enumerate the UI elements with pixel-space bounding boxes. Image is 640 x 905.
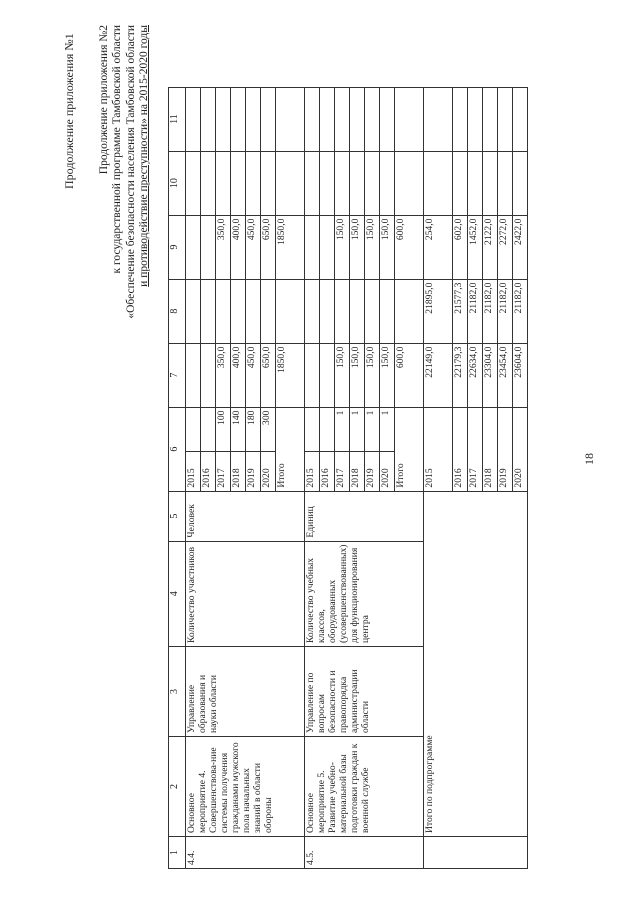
empty-cell — [186, 151, 201, 215]
amount-cell — [305, 215, 320, 279]
amount-cell: 22179,3 — [453, 343, 468, 407]
empty-cell — [380, 151, 395, 215]
amount-cell — [216, 279, 231, 343]
indicator-value — [186, 407, 201, 451]
measures-table — [168, 87, 528, 869]
year-cell: 2016 — [320, 451, 335, 491]
indicator: Количество участников — [186, 541, 305, 646]
indicator-value: 1 — [380, 407, 395, 451]
amount-cell — [320, 279, 335, 343]
amount-cell — [261, 279, 276, 343]
year-cell: 2020 — [261, 451, 276, 491]
measure-name: Основное мероприятие 5. Развитие учебно-материальной базы подготовки граждан к военной службе — [305, 737, 424, 837]
amount-cell: 2422,0 — [513, 215, 528, 279]
table-row — [305, 87, 320, 868]
header-line-1: Продолжение приложения №2 — [98, 25, 110, 175]
amount-cell — [186, 215, 201, 279]
amount-cell — [320, 215, 335, 279]
amount-cell: 150,0 — [380, 215, 395, 279]
amount-cell: 23304,0 — [483, 343, 498, 407]
amount-cell: 21182,0 — [498, 279, 513, 343]
amount-cell — [246, 279, 261, 343]
total-label: Итого — [276, 407, 305, 491]
unit: Человек — [186, 491, 305, 541]
year-cell: 2018 — [350, 451, 365, 491]
empty-cell — [350, 151, 365, 215]
indicator-value: 140 — [231, 407, 246, 451]
column-number: 8 — [169, 279, 186, 343]
amount-cell — [305, 279, 320, 343]
amount-cell: 350,0 — [216, 215, 231, 279]
amount-cell: 21182,0 — [513, 279, 528, 343]
empty-cell — [335, 151, 350, 215]
empty-cell — [201, 151, 216, 215]
indicator-value — [320, 407, 335, 451]
amount-cell: 23604,0 — [513, 343, 528, 407]
amount-cell: 650,0 — [261, 215, 276, 279]
column-number: 1 — [169, 837, 186, 869]
amount-cell: 150,0 — [380, 343, 395, 407]
amount-cell: 2122,0 — [483, 215, 498, 279]
column-number: 11 — [169, 87, 186, 151]
year-cell: 2015 — [305, 451, 320, 491]
year-cell: 2016 — [201, 451, 216, 491]
amount-cell — [320, 343, 335, 407]
amount-cell — [201, 215, 216, 279]
amount-cell: 150,0 — [335, 215, 350, 279]
measure-name: Основное мероприятие 4. Совершенствова-ние системы получения гражданами мужского пола начальных знаний в области обороны — [186, 737, 305, 837]
empty-cell — [320, 87, 335, 151]
empty-cell — [483, 87, 498, 151]
empty-cell — [276, 151, 305, 215]
empty-cell — [305, 87, 320, 151]
executor: Управление по вопросам безопасности и правопорядка администрации области — [305, 647, 424, 737]
empty-cell — [513, 87, 528, 151]
year-cell: 2015 — [186, 451, 201, 491]
amount-cell: 22149,0 — [424, 343, 453, 407]
empty-cell — [320, 151, 335, 215]
continuation-note: Продолжение приложения №1 — [62, 33, 76, 189]
column-number: 10 — [169, 151, 186, 215]
empty-cell — [365, 87, 380, 151]
empty-cell — [453, 151, 468, 215]
amount-cell — [350, 279, 365, 343]
indicator: Количество учебных классов, оборудованных (усовершенствованных) для функционирования центра — [305, 541, 424, 646]
empty-cell — [365, 151, 380, 215]
indicator-value — [305, 407, 320, 451]
empty-cell — [335, 87, 350, 151]
empty-cell — [201, 87, 216, 151]
empty-cell — [424, 87, 453, 151]
empty-cell — [350, 87, 365, 151]
empty-cell — [380, 87, 395, 151]
header-line-4: и противодействие преступности» на 2015-2020 годы — [138, 25, 151, 287]
empty-cell — [216, 87, 231, 151]
amount-cell: 21895,0 — [424, 279, 453, 343]
column-number: 3 — [169, 647, 186, 737]
total-amount: 600,0 — [395, 215, 424, 279]
row-number: 4.4. — [186, 837, 305, 869]
amount-cell — [186, 279, 201, 343]
amount-cell — [305, 343, 320, 407]
header-line-2: к государственной программе Тамбовской области — [111, 25, 124, 274]
amount-cell — [231, 279, 246, 343]
amount-cell: 2272,0 — [498, 215, 513, 279]
empty-cell — [498, 87, 513, 151]
year-cell: 2017 — [335, 451, 350, 491]
amount-cell: 254,0 — [424, 215, 453, 279]
amount-cell: 21182,0 — [483, 279, 498, 343]
column-number: 4 — [169, 541, 186, 646]
unit: Единиц — [305, 491, 424, 541]
year-cell: 2018 — [483, 407, 498, 491]
year-cell: 2019 — [246, 451, 261, 491]
amount-cell — [201, 279, 216, 343]
column-number: 2 — [169, 737, 186, 837]
empty-cell — [453, 87, 468, 151]
empty-cell — [246, 151, 261, 215]
column-number-row — [169, 87, 186, 868]
amount-cell: 1452,0 — [468, 215, 483, 279]
amount-cell: 23454,0 — [498, 343, 513, 407]
amount-cell: 602,0 — [453, 215, 468, 279]
empty-cell — [513, 151, 528, 215]
amount-cell: 22634,0 — [468, 343, 483, 407]
amount-cell: 150,0 — [350, 343, 365, 407]
appendix-header — [98, 25, 152, 385]
amount-cell — [201, 343, 216, 407]
empty-cell — [216, 151, 231, 215]
indicator-value: 1 — [365, 407, 380, 451]
column-number: 6 — [169, 407, 186, 491]
year-cell: 2020 — [513, 407, 528, 491]
indicator-value: 1 — [350, 407, 365, 451]
empty-cell — [261, 87, 276, 151]
year-cell: 2017 — [468, 407, 483, 491]
amount-cell — [365, 279, 380, 343]
table-row — [186, 87, 201, 868]
amount-cell: 21182,0 — [468, 279, 483, 343]
column-number: 7 — [169, 343, 186, 407]
year-cell: 2016 — [453, 407, 468, 491]
year-cell: 2019 — [498, 407, 513, 491]
executor: Управление образования и науки области — [186, 647, 305, 737]
amount-cell: 650,0 — [261, 343, 276, 407]
empty-cell — [424, 837, 528, 869]
column-number: 9 — [169, 215, 186, 279]
empty-cell — [276, 279, 305, 343]
indicator-value: 1 — [335, 407, 350, 451]
subprogram-total-row — [424, 87, 453, 868]
empty-cell — [395, 87, 424, 151]
year-cell: 2017 — [216, 451, 231, 491]
amount-cell — [380, 279, 395, 343]
empty-cell — [231, 87, 246, 151]
page-number: 18 — [582, 453, 596, 465]
empty-cell — [468, 151, 483, 215]
year-cell: 2020 — [380, 451, 395, 491]
total-amount: 1850,0 — [276, 215, 305, 279]
year-cell: 2019 — [365, 451, 380, 491]
empty-cell — [276, 87, 305, 151]
indicator-value: 180 — [246, 407, 261, 451]
empty-cell — [468, 87, 483, 151]
empty-cell — [395, 279, 424, 343]
amount-cell — [186, 343, 201, 407]
amount-cell: 400,0 — [231, 343, 246, 407]
total-amount: 1850,0 — [276, 343, 305, 407]
empty-cell — [483, 151, 498, 215]
amount-cell: 150,0 — [335, 343, 350, 407]
row-number: 4.5. — [305, 837, 424, 869]
indicator-value: 300 — [261, 407, 276, 451]
amount-cell: 450,0 — [246, 343, 261, 407]
amount-cell: 150,0 — [365, 343, 380, 407]
amount-cell: 350,0 — [216, 343, 231, 407]
column-number: 5 — [169, 491, 186, 541]
year-cell: 2018 — [231, 451, 246, 491]
amount-cell: 21577,3 — [453, 279, 468, 343]
total-label: Итого — [395, 407, 424, 491]
year-cell: 2015 — [424, 407, 453, 491]
indicator-value: 100 — [216, 407, 231, 451]
empty-cell — [231, 151, 246, 215]
amount-cell: 150,0 — [350, 215, 365, 279]
empty-cell — [395, 151, 424, 215]
empty-cell — [305, 151, 320, 215]
header-line-3: «Обеспечение безопасности населения Тамбовской области — [124, 25, 137, 319]
amount-cell — [335, 279, 350, 343]
empty-cell — [498, 151, 513, 215]
amount-cell: 150,0 — [365, 215, 380, 279]
amount-cell: 450,0 — [246, 215, 261, 279]
empty-cell — [261, 151, 276, 215]
subprogram-total-label: Итого по подпрограмме — [424, 491, 528, 836]
empty-cell — [246, 87, 261, 151]
total-amount: 600,0 — [395, 343, 424, 407]
empty-cell — [186, 87, 201, 151]
amount-cell: 400,0 — [231, 215, 246, 279]
indicator-value — [201, 407, 216, 451]
empty-cell — [424, 151, 453, 215]
